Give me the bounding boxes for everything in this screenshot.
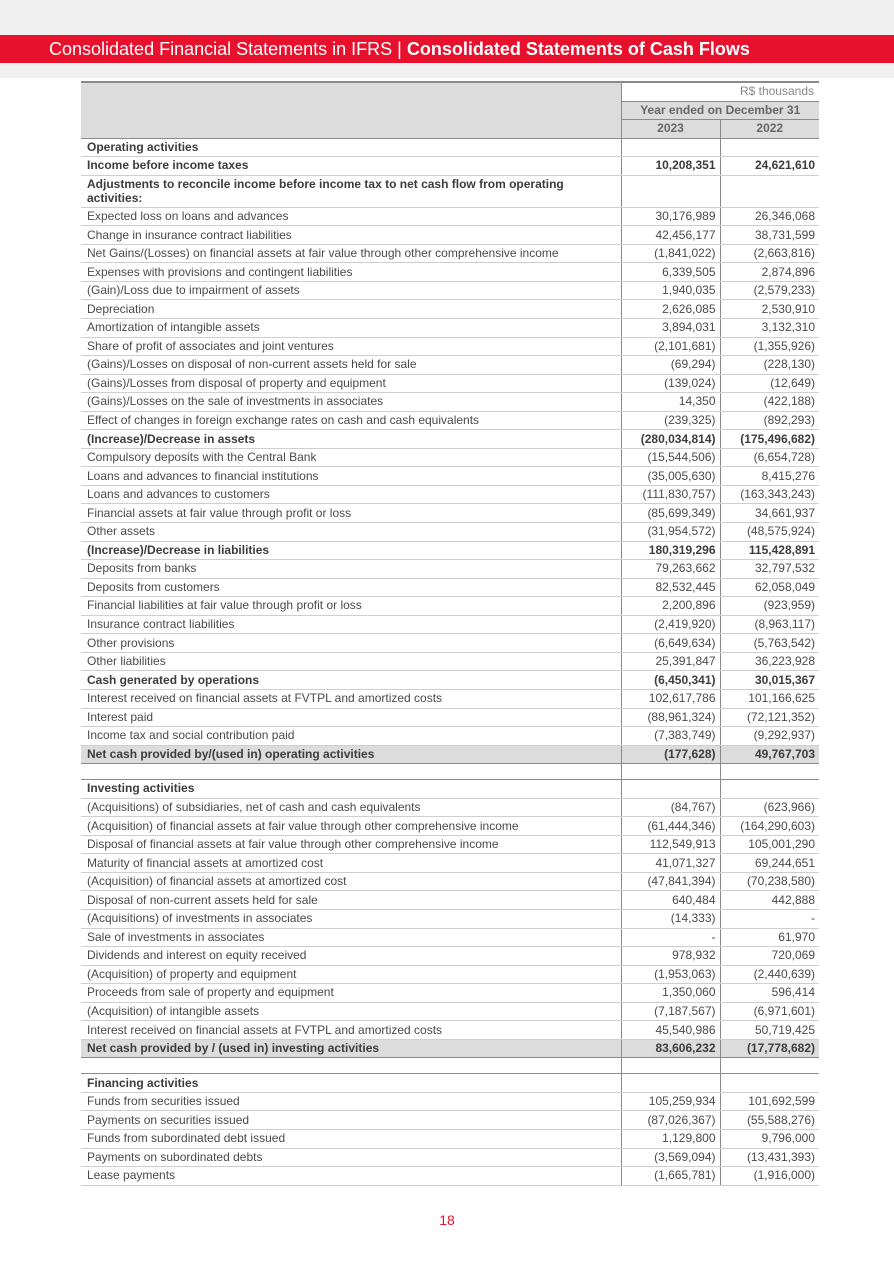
row-label: Other assets (81, 523, 621, 542)
value-2023: 978,932 (621, 947, 720, 966)
value-2022: (8,963,117) (720, 615, 819, 634)
row-label: Loans and advances to financial institutions (81, 467, 621, 486)
value-2023 (621, 764, 720, 780)
row-label: Other provisions (81, 634, 621, 653)
value-2022: 105,001,290 (720, 835, 819, 854)
value-2023: (84,767) (621, 798, 720, 817)
table-row (81, 467, 819, 486)
value-2022: (228,130) (720, 356, 819, 375)
table-row (81, 393, 819, 412)
row-label: Income tax and social contribution paid (81, 727, 621, 746)
table-row (81, 1021, 819, 1040)
value-2023: 1,940,035 (621, 281, 720, 300)
row-label: Expenses with provisions and contingent liabilities (81, 263, 621, 282)
cash-flow-table (81, 81, 819, 1186)
table-row (81, 928, 819, 947)
value-2022: (623,966) (720, 798, 819, 817)
value-2023: 45,540,986 (621, 1021, 720, 1040)
value-2022: 34,661,937 (720, 504, 819, 523)
table-row (81, 157, 819, 176)
table-row (81, 504, 819, 523)
row-label: Compulsory deposits with the Central Bank (81, 448, 621, 467)
row-label: Financing activities (81, 1074, 621, 1093)
value-2023: (7,383,749) (621, 727, 720, 746)
value-2022: 442,888 (720, 891, 819, 910)
section-banner (0, 35, 894, 63)
value-2023: 112,549,913 (621, 835, 720, 854)
value-2023: (1,841,022) (621, 244, 720, 263)
row-label: Net Gains/(Losses) on financial assets at fair value through other comprehensive income (81, 244, 621, 263)
row-label: Funds from securities issued (81, 1092, 621, 1111)
value-2023: (239,325) (621, 411, 720, 430)
row-label: Interest received on financial assets at FVTPL and amortized costs (81, 689, 621, 708)
row-label: Other liabilities (81, 652, 621, 671)
value-2023: (85,699,349) (621, 504, 720, 523)
table-row (81, 541, 819, 560)
value-2023: 25,391,847 (621, 652, 720, 671)
table-row (81, 337, 819, 356)
table-row (81, 578, 819, 597)
period-label: Year ended on December 31 (621, 101, 819, 120)
table-row (81, 909, 819, 928)
value-2023: 14,350 (621, 393, 720, 412)
value-2023: (35,005,630) (621, 467, 720, 486)
table-row (81, 448, 819, 467)
value-2022: (923,959) (720, 597, 819, 616)
table-row (81, 597, 819, 616)
value-2022: (48,575,924) (720, 523, 819, 542)
row-label: Payments on securities issued (81, 1111, 621, 1130)
value-2022 (720, 764, 819, 780)
value-2022: (72,121,352) (720, 708, 819, 727)
value-2022 (720, 1074, 819, 1093)
value-2023: 41,071,327 (621, 854, 720, 873)
table-row (81, 485, 819, 504)
table-row (81, 965, 819, 984)
row-label: (Acquisitions) of investments in associates (81, 909, 621, 928)
row-label: Interest paid (81, 708, 621, 727)
value-2023: (111,830,757) (621, 485, 720, 504)
value-2023: (47,841,394) (621, 872, 720, 891)
value-2023: (1,953,063) (621, 965, 720, 984)
value-2023: 79,263,662 (621, 560, 720, 579)
page-title (49, 35, 750, 63)
value-2023: (177,628) (621, 745, 720, 764)
row-label: Insurance contract liabilities (81, 615, 621, 634)
value-2022: (1,355,926) (720, 337, 819, 356)
value-2023: (6,450,341) (621, 671, 720, 690)
value-2023: 10,208,351 (621, 157, 720, 176)
value-2022: - (720, 909, 819, 928)
row-label: Deposits from banks (81, 560, 621, 579)
value-2023: (7,187,567) (621, 1002, 720, 1021)
value-2023: 180,319,296 (621, 541, 720, 560)
table-row (81, 1167, 819, 1186)
table-row (81, 263, 819, 282)
table-row (81, 1074, 819, 1093)
header-label-cell (81, 82, 621, 138)
value-2022: 32,797,532 (720, 560, 819, 579)
table-row (81, 947, 819, 966)
table-body (81, 138, 819, 1185)
row-label: Cash generated by operations (81, 671, 621, 690)
row-label: Disposal of non-current assets held for sale (81, 891, 621, 910)
value-2022: 24,621,610 (720, 157, 819, 176)
value-2023: 82,532,445 (621, 578, 720, 597)
value-2022 (720, 138, 819, 157)
table-row (81, 560, 819, 579)
year-2022: 2022 (720, 120, 819, 139)
table-row (81, 652, 819, 671)
table-row (81, 138, 819, 157)
table-row (81, 523, 819, 542)
value-2022: 61,970 (720, 928, 819, 947)
value-2023: 1,350,060 (621, 984, 720, 1003)
table-row (81, 689, 819, 708)
table-row (81, 244, 819, 263)
table-row (81, 671, 819, 690)
value-2022: (17,778,682) (720, 1039, 819, 1058)
row-label: (Increase)/Decrease in assets (81, 430, 621, 449)
value-2022: 101,692,599 (720, 1092, 819, 1111)
value-2023 (621, 1074, 720, 1093)
row-label: Amortization of intangible assets (81, 319, 621, 338)
value-2023: 1,129,800 (621, 1129, 720, 1148)
table-row (81, 356, 819, 375)
row-label: Dividends and interest on equity received (81, 947, 621, 966)
table-row (81, 1148, 819, 1167)
value-2022: 2,530,910 (720, 300, 819, 319)
value-2023: 105,259,934 (621, 1092, 720, 1111)
row-label: Investing activities (81, 780, 621, 799)
value-2022: 115,428,891 (720, 541, 819, 560)
table-row (81, 300, 819, 319)
table-row (81, 1092, 819, 1111)
value-2022: (163,343,243) (720, 485, 819, 504)
row-label: Change in insurance contract liabilities (81, 226, 621, 245)
title-prefix: Consolidated Financial Statements in IFRS | (49, 39, 407, 59)
value-2023: (139,024) (621, 374, 720, 393)
table-row (81, 226, 819, 245)
value-2023 (621, 1058, 720, 1074)
row-label: (Acquisition) of financial assets at fair value through other comprehensive income (81, 817, 621, 836)
value-2023 (621, 780, 720, 799)
value-2023: 30,176,989 (621, 207, 720, 226)
value-2023: 83,606,232 (621, 1039, 720, 1058)
value-2023: 42,456,177 (621, 226, 720, 245)
value-2023: (2,419,920) (621, 615, 720, 634)
table-row (81, 1039, 819, 1058)
row-label: Interest received on financial assets at FVTPL and amortized costs (81, 1021, 621, 1040)
value-2022: 69,244,651 (720, 854, 819, 873)
value-2023: 3,894,031 (621, 319, 720, 338)
value-2022: (6,654,728) (720, 448, 819, 467)
row-label: Income before income taxes (81, 157, 621, 176)
value-2022: (13,431,393) (720, 1148, 819, 1167)
value-2023: (31,954,572) (621, 523, 720, 542)
value-2022: 30,015,367 (720, 671, 819, 690)
value-2023: 2,626,085 (621, 300, 720, 319)
value-2022: (12,649) (720, 374, 819, 393)
unit-label: R$ thousands (621, 82, 819, 101)
value-2022 (720, 780, 819, 799)
row-label: Disposal of financial assets at fair value through other comprehensive income (81, 835, 621, 854)
value-2022: 36,223,928 (720, 652, 819, 671)
row-label: Lease payments (81, 1167, 621, 1186)
value-2023: - (621, 928, 720, 947)
table-row (81, 854, 819, 873)
table-row (81, 817, 819, 836)
table-row (81, 745, 819, 764)
row-label: Net cash provided by / (used in) investing activities (81, 1039, 621, 1058)
value-2022: 62,058,049 (720, 578, 819, 597)
table-row (81, 1129, 819, 1148)
row-label: (Acquisitions) of subsidiaries, net of cash and cash equivalents (81, 798, 621, 817)
value-2022: (5,763,542) (720, 634, 819, 653)
row-label: (Gains)/Losses on the sale of investments in associates (81, 393, 621, 412)
value-2023: (61,444,346) (621, 817, 720, 836)
table-row (81, 984, 819, 1003)
table-row (81, 764, 819, 780)
table-row (81, 281, 819, 300)
value-2022: 101,166,625 (720, 689, 819, 708)
value-2023: (69,294) (621, 356, 720, 375)
table-row (81, 175, 819, 207)
value-2022: 3,132,310 (720, 319, 819, 338)
row-label: Loans and advances to customers (81, 485, 621, 504)
row-label: Share of profit of associates and joint ventures (81, 337, 621, 356)
value-2022: 9,796,000 (720, 1129, 819, 1148)
row-label (81, 1058, 621, 1074)
value-2022: (6,971,601) (720, 1002, 819, 1021)
row-label: (Acquisition) of property and equipment (81, 965, 621, 984)
row-label: Sale of investments in associates (81, 928, 621, 947)
table-row (81, 411, 819, 430)
value-2023: (15,544,506) (621, 448, 720, 467)
table-row (81, 872, 819, 891)
table-row (81, 798, 819, 817)
value-2023: 6,339,505 (621, 263, 720, 282)
row-label: Deposits from customers (81, 578, 621, 597)
row-label: (Gain)/Loss due to impairment of assets (81, 281, 621, 300)
row-label: Payments on subordinated debts (81, 1148, 621, 1167)
row-label: Operating activities (81, 138, 621, 157)
value-2023: (1,665,781) (621, 1167, 720, 1186)
row-label: (Acquisition) of intangible assets (81, 1002, 621, 1021)
value-2022: (70,238,580) (720, 872, 819, 891)
row-label: Expected loss on loans and advances (81, 207, 621, 226)
table-row (81, 835, 819, 854)
table-row (81, 634, 819, 653)
title-bold: Consolidated Statements of Cash Flows (406, 39, 750, 59)
value-2022: (2,663,816) (720, 244, 819, 263)
value-2022: (55,588,276) (720, 1111, 819, 1130)
row-label: (Gains)/Losses from disposal of property and equipment (81, 374, 621, 393)
value-2023: (280,034,814) (621, 430, 720, 449)
table-row (81, 319, 819, 338)
table-row (81, 374, 819, 393)
row-label: Maturity of financial assets at amortized cost (81, 854, 621, 873)
table-row (81, 430, 819, 449)
table-row (81, 207, 819, 226)
value-2022: (164,290,603) (720, 817, 819, 836)
value-2023: (6,649,634) (621, 634, 720, 653)
value-2023: (2,101,681) (621, 337, 720, 356)
value-2023: 102,617,786 (621, 689, 720, 708)
year-2023: 2023 (621, 120, 720, 139)
row-label: Adjustments to reconcile income before income tax to net cash flow from operating activities: (81, 175, 621, 207)
value-2022: 50,719,425 (720, 1021, 819, 1040)
row-label: Proceeds from sale of property and equipment (81, 984, 621, 1003)
value-2022: (2,440,639) (720, 965, 819, 984)
value-2022: (1,916,000) (720, 1167, 819, 1186)
value-2023: 2,200,896 (621, 597, 720, 616)
row-label: Net cash provided by/(used in) operating activities (81, 745, 621, 764)
value-2022: 49,767,703 (720, 745, 819, 764)
row-label: (Gains)/Losses on disposal of non-current assets held for sale (81, 356, 621, 375)
value-2023: (14,333) (621, 909, 720, 928)
table-row (81, 1002, 819, 1021)
value-2022: 596,414 (720, 984, 819, 1003)
value-2022: 720,069 (720, 947, 819, 966)
row-label: Depreciation (81, 300, 621, 319)
value-2022: 26,346,068 (720, 207, 819, 226)
value-2022: (422,188) (720, 393, 819, 412)
table-row (81, 780, 819, 799)
table-row (81, 727, 819, 746)
value-2022: (9,292,937) (720, 727, 819, 746)
page-number: 18 (439, 1212, 455, 1228)
value-2023: 640,484 (621, 891, 720, 910)
row-label: Financial assets at fair value through profit or loss (81, 504, 621, 523)
value-2022 (720, 175, 819, 207)
header-row-unit (81, 82, 819, 101)
value-2023 (621, 138, 720, 157)
row-label: Financial liabilities at fair value through profit or loss (81, 597, 621, 616)
value-2022 (720, 1058, 819, 1074)
table-row (81, 1111, 819, 1130)
row-label (81, 764, 621, 780)
value-2023: (3,569,094) (621, 1148, 720, 1167)
value-2023: (88,961,324) (621, 708, 720, 727)
value-2022: 8,415,276 (720, 467, 819, 486)
row-label: Funds from subordinated debt issued (81, 1129, 621, 1148)
value-2022: 2,874,896 (720, 263, 819, 282)
row-label: (Acquisition) of financial assets at amortized cost (81, 872, 621, 891)
table-row (81, 891, 819, 910)
value-2023: (87,026,367) (621, 1111, 720, 1130)
row-label: (Increase)/Decrease in liabilities (81, 541, 621, 560)
value-2022: (2,579,233) (720, 281, 819, 300)
table-row (81, 708, 819, 727)
table-row (81, 1058, 819, 1074)
value-2022: 38,731,599 (720, 226, 819, 245)
table-row (81, 615, 819, 634)
value-2022: (175,496,682) (720, 430, 819, 449)
value-2022: (892,293) (720, 411, 819, 430)
value-2023 (621, 175, 720, 207)
row-label: Effect of changes in foreign exchange rates on cash and cash equivalents (81, 411, 621, 430)
